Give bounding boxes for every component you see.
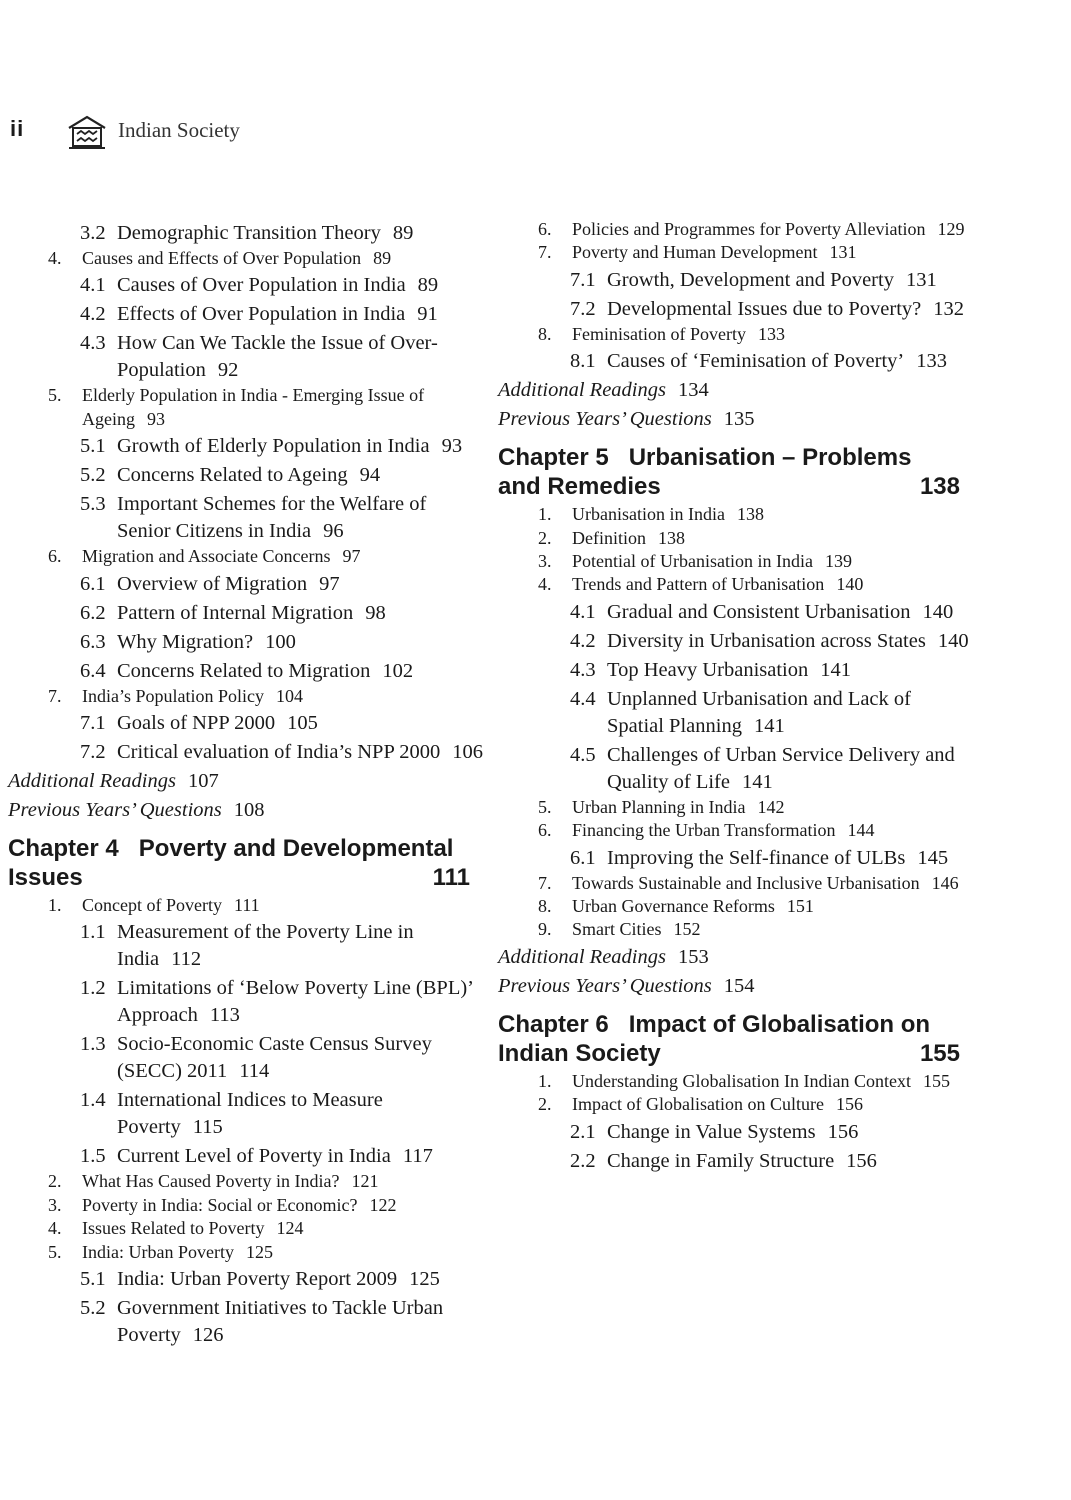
chapter-heading-6 [498,1010,960,1068]
toc-entry: 5.1 India: Urban Poverty Report 2009 125 [80,1268,440,1291]
toc-entry: 2.1 Change in Value Systems 156 [570,1120,859,1143]
toc-entry: 2.2 Change in Family Structure 156 [570,1149,877,1172]
toc-entry: 5.3 Important Schemes for the Welfare of Senior Citizens in India 96 [80,493,427,543]
chapter-title: Impact of Globalisation on Indian Society [498,1010,931,1067]
toc-entry: 4. Causes and Effects of Over Population 89 [48,248,392,268]
toc-entry: 4.2 Diversity in Urbanisation across States 140 [570,629,969,652]
toc-entry: 6.3 Why Migration? 100 [80,630,296,653]
toc-entry: 9. Smart Cities 152 [538,919,701,940]
toc-entry: 5. Elderly Population in India - Emerging Issue of Ageing 93 [48,385,425,429]
toc-entry-previous-questions: Previous Years’ Questions 154 [498,974,755,997]
toc-entry: 5.2 Concerns Related to Ageing 94 [80,464,381,487]
toc-entry: 6.1 Overview of Migration 97 [80,572,340,595]
publisher-logo-icon [66,114,108,150]
toc-entry-previous-questions: Previous Years’ Questions 108 [8,799,265,822]
toc-entry: 7. India’s Population Policy 104 [48,685,303,706]
toc-entry: 4.2 Effects of Over Population in India 91 [80,303,438,326]
chapter-title: Poverty and Developmental Issues [8,835,454,892]
toc-entry: 6.1 Improving the Self-finance of ULBs 145 [570,846,949,869]
toc-entry: 2. What Has Caused Poverty in India? 121 [48,1171,379,1192]
chapter-label: Chapter 6 [498,1010,609,1038]
toc-entry: 1. Understanding Globalisation In Indian Context 155 [538,1070,950,1091]
chapter-title: Urbanisation – Problems and Remedies [498,444,912,501]
toc-entry: 2. Impact of Globalisation on Culture 156 [538,1094,863,1115]
toc-entry: 6. Migration and Associate Concerns 97 [48,546,361,567]
toc-entry: 1.4 International Indices to Measure Poverty 115 [80,1089,383,1139]
chapter-page: 138 [919,473,960,501]
toc-entry: 7.1 Growth, Development and Poverty 131 [570,268,937,291]
toc-entry: 6.4 Concerns Related to Migration 102 [80,659,414,682]
toc-entry: 7. Towards Sustainable and Inclusive Urbanisation 146 [538,872,959,893]
toc-entry: 4.5 Challenges of Urban Service Delivery and Quality of Life 141 [570,743,955,793]
toc-right-column [498,218,973,1175]
toc-entry: 1.1 Measurement of the Poverty Line in India 112 [80,921,414,971]
toc-entry: 5.1 Growth of Elderly Population in India 93 [80,435,463,458]
toc-entry: 1. Urbanisation in India 138 [538,504,764,525]
toc-entry: 8. Feminisation of Poverty 133 [538,323,785,344]
chapter-heading-4 [8,834,470,892]
chapter-page: 111 [432,864,470,892]
toc-entry-additional-readings: Additional Readings 153 [498,945,709,968]
toc-entry: 5. Urban Planning in India 142 [538,796,785,817]
toc-entry: 1.2 Limitations of ‘Below Poverty Line (BPL)’ Approach 113 [80,977,473,1027]
chapter-page: 155 [919,1039,960,1067]
page-folio: ii [10,116,25,141]
toc-entry: 1.3 Socio-Economic Caste Census Survey (SECC) 2011 114 [80,1033,432,1083]
chapter-label: Chapter 4 [8,835,119,863]
toc-entry-previous-questions: Previous Years’ Questions 135 [498,408,755,431]
toc-entry: 4.1 Gradual and Consistent Urbanisation 140 [570,600,954,623]
toc-entry: 1. Concept of Poverty 111 [48,895,260,916]
toc-entry: 7. Poverty and Human Development 131 [538,242,857,263]
toc-entry: 7.2 Developmental Issues due to Poverty? 132 [570,297,965,320]
toc-entry: 4.1 Causes of Over Population in India 89 [80,274,439,297]
page-header [8,112,408,152]
chapter-label: Chapter 5 [498,444,609,472]
toc-entry: 7.1 Goals of NPP 2000 105 [80,712,318,735]
toc-entry: 3. Poverty in India: Social or Economic? 122 [48,1194,397,1215]
toc-entry: 5. India: Urban Poverty 125 [48,1241,273,1262]
toc-entry: 3. Potential of Urbanisation in India 139 [538,551,852,572]
toc-entry: 4. Issues Related to Poverty 124 [48,1218,304,1239]
toc-entry: 8.1 Causes of ‘Feminisation of Poverty’ 133 [570,350,947,373]
toc-entry: 3.2 Demographic Transition Theory 89 [80,222,414,244]
toc-entry: 6.2 Pattern of Internal Migration 98 [80,601,386,624]
toc-entry: 6. Policies and Programmes for Poverty Alleviation 129 [538,219,965,239]
toc-entry: 7.2 Critical evaluation of India’s NPP 2000 106 [80,741,483,764]
book-title: Indian Society [118,118,240,142]
chapter-heading-5 [498,443,960,501]
toc-entry-additional-readings: Additional Readings 107 [8,770,219,793]
toc-entry: 4.4 Unplanned Urbanisation and Lack of Spatial Planning 141 [570,687,911,737]
toc-entry: 6. Financing the Urban Transformation 144 [538,820,875,841]
toc-entry: 8. Urban Governance Reforms 151 [538,896,814,917]
toc-entry: 4. Trends and Pattern of Urbanisation 140 [538,574,864,595]
toc-entry: 2. Definition 138 [538,527,685,548]
toc-entry: 4.3 How Can We Tackle the Issue of Over-Population 92 [80,332,438,382]
toc-entry: 4.3 Top Heavy Urbanisation 141 [570,658,851,681]
toc-entry-additional-readings: Additional Readings 134 [498,379,709,402]
toc-left-column [8,218,483,1349]
toc-entry: 5.2 Government Initiatives to Tackle Urban Poverty 126 [80,1297,444,1347]
toc-entry: 1.5 Current Level of Poverty in India 117 [80,1145,433,1168]
